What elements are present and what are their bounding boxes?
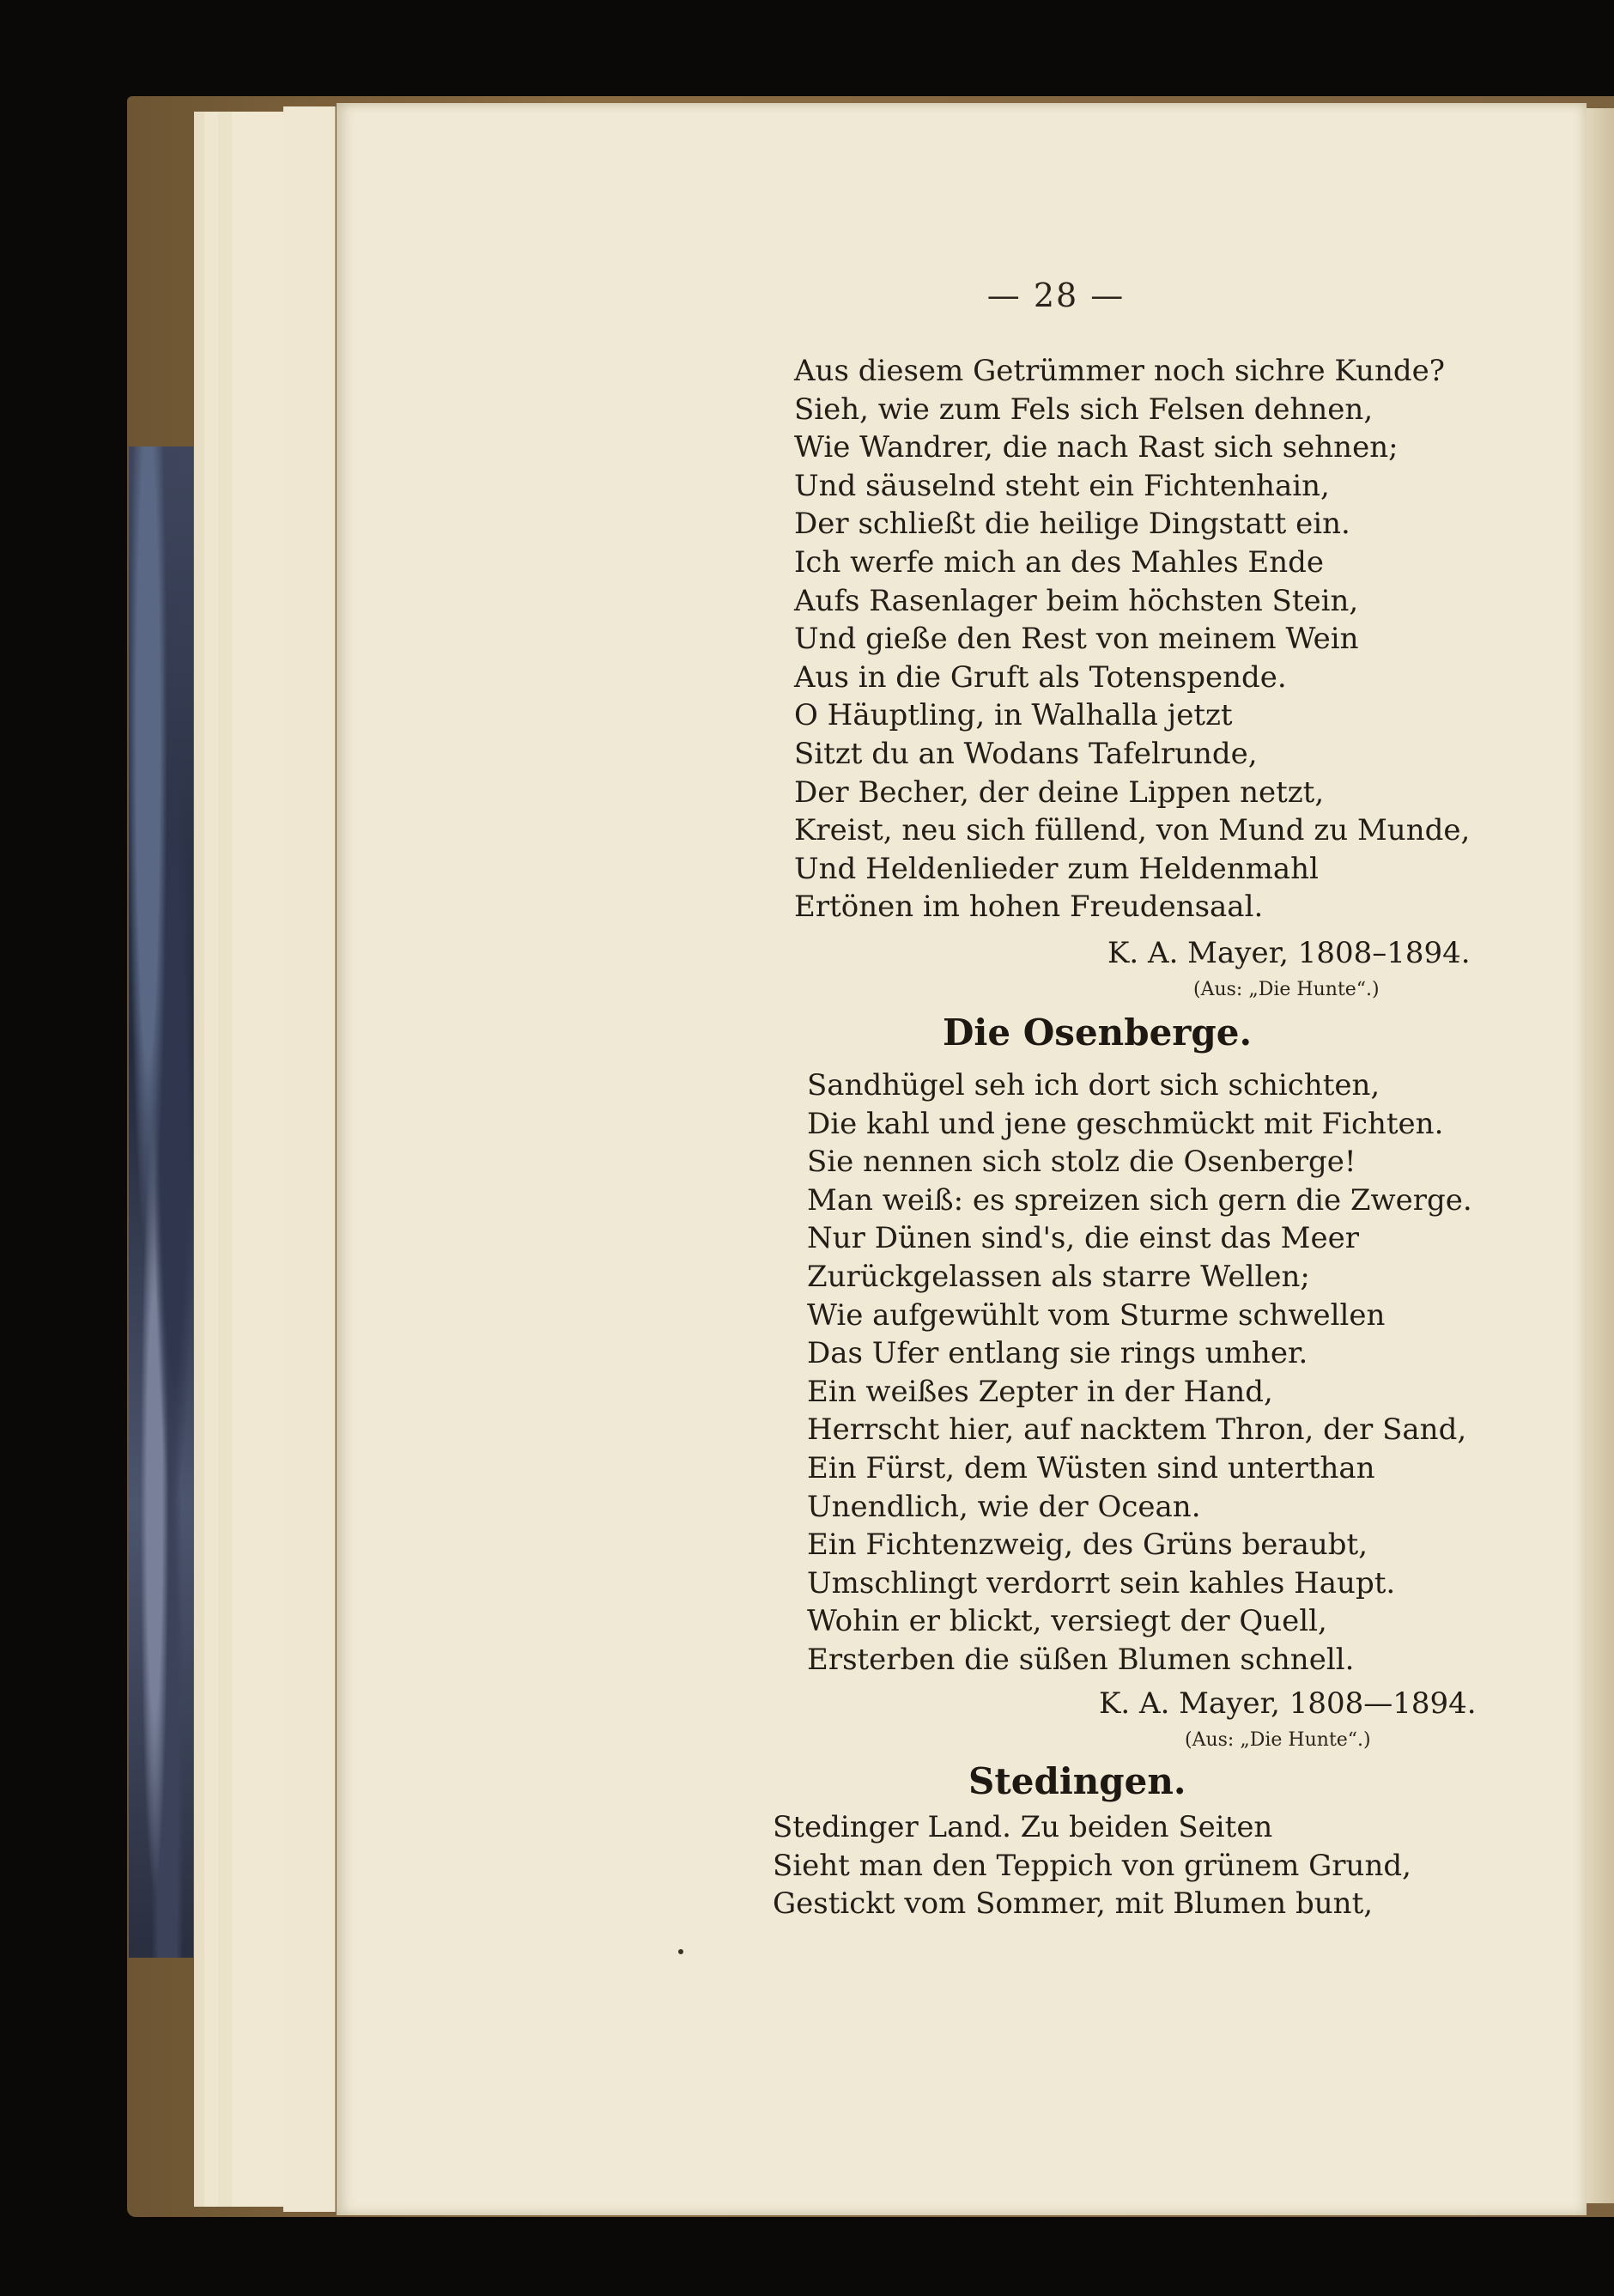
verse-line: Man weiß: es spreizen sich gern die Zwerge.: [807, 1182, 1472, 1218]
verse-line: Sieh, wie zum Fels sich Felsen dehnen,: [794, 392, 1374, 427]
verse-line: Umschlingt verdorrt sein kahles Haupt.: [807, 1565, 1396, 1601]
verse-line: Stedinger Land. Zu beiden Seiten: [773, 1810, 1273, 1844]
verse-line: Sieht man den Teppich von grünem Grund,: [773, 1848, 1411, 1883]
verse-line: Ein weißes Zepter in der Hand,: [807, 1374, 1273, 1409]
page-number: — 28 —: [986, 276, 1126, 314]
verse-line: Das Ufer entlang sie rings umher.: [807, 1336, 1308, 1371]
poem2-body: [807, 1066, 1472, 1679]
verse-line: Zurückgelassen als starre Wellen;: [807, 1259, 1310, 1294]
verse-line: Die kahl und jene geschmückt mit Fichten.: [807, 1106, 1444, 1141]
verse-line: Und gieße den Rest von meinem Wein: [794, 622, 1359, 657]
page-edge: [283, 106, 336, 2212]
verse-line: Wohin er blickt, versiegt der Quell,: [807, 1604, 1327, 1639]
ink-speck: [678, 1949, 683, 1954]
verse-line: Und säuselnd steht ein Fichtenhain,: [794, 468, 1330, 503]
poem-continuation: [794, 352, 1470, 926]
poem1-source: (Aus: „Die Hunte“.): [1193, 979, 1380, 1000]
verse-line: Der Becher, der deine Lippen netzt,: [794, 774, 1325, 810]
verse-line: Nur Dünen sind's, die einst das Meer: [807, 1221, 1359, 1256]
verse-line: O Häuptling, in Walhalla jetzt: [794, 698, 1233, 733]
verse-line: Und Heldenlieder zum Heldenmahl: [794, 851, 1319, 886]
verse-line: Sitzt du an Wodans Tafelrunde,: [794, 736, 1258, 771]
poem3-body: [773, 1808, 1411, 1923]
poem1-author: K. A. Mayer, 1808–1894.: [1107, 936, 1471, 970]
verse-line: Ersterben die süßen Blumen schnell.: [807, 1642, 1355, 1677]
verse-line: Gestickt vom Sommer, mit Blumen bunt,: [773, 1886, 1374, 1922]
verse-line: Wie aufgewühlt vom Sturme schwellen: [807, 1297, 1386, 1333]
verse-line: Der schließt die heilige Dingstatt ein.: [794, 507, 1350, 542]
poem2-source: (Aus: „Die Hunte“.): [1185, 1729, 1371, 1751]
poem2-author: K. A. Mayer, 1808—1894.: [1099, 1686, 1477, 1721]
verse-line: Herrscht hier, auf nacktem Thron, der Sand,: [807, 1412, 1467, 1448]
marbled-binding: [129, 446, 193, 1958]
poem2-title: Die Osenberge.: [943, 1011, 1253, 1054]
verse-line: Unendlich, wie der Ocean.: [807, 1489, 1201, 1524]
verse-line: Sandhügel seh ich dort sich schichten,: [807, 1068, 1380, 1102]
verse-line: Ein Fichtenzweig, des Grüns beraubt,: [807, 1528, 1368, 1563]
verse-line: Aufs Rasenlager beim höchsten Stein,: [794, 583, 1359, 618]
verse-line: Sie nennen sich stolz die Osenberge!: [807, 1145, 1356, 1180]
verse-line: Ich werfe mich an des Mahles Ende: [794, 544, 1324, 580]
verse-line: Ein Fürst, dem Wüsten sind unterthan: [807, 1450, 1375, 1485]
verse-line: Ertönen im hohen Freudensaal.: [794, 890, 1264, 925]
verse-line: Aus diesem Getrümmer noch sichre Kunde?: [794, 354, 1445, 388]
verse-line: Wie Wandrer, die nach Rast sich sehnen;: [794, 430, 1399, 465]
verse-line: Kreist, neu sich füllend, von Mund zu Munde,: [794, 813, 1471, 848]
verse-line: Aus in die Gruft als Totenspende.: [794, 659, 1287, 695]
poem3-title: Stedingen.: [968, 1760, 1186, 1802]
